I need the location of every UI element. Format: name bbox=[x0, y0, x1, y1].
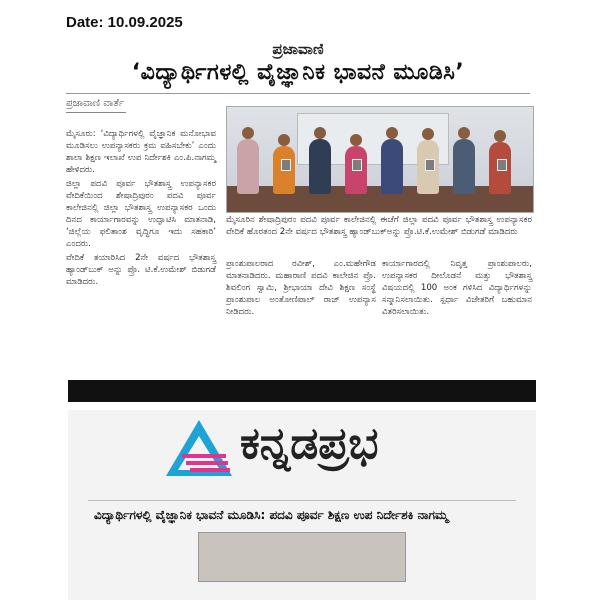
person-figure bbox=[309, 139, 331, 194]
person-figure bbox=[381, 139, 403, 194]
handbook-icon bbox=[281, 159, 291, 171]
paragraph: ಮೈಸೂರು: ‘ವಿದ್ಯಾರ್ಥಿಗಳಲ್ಲಿ ವೈಜ್ಞಾನಿಕ ಮನೋಭಾವ ಮೂಡಿಸಲು ಉಪನ್ಯಾಸಕರು ಕ್ರಮ ವಹಿಸಬೇಕು’ ಎಂದು ಶಾಲಾ ಶಿಕ್ಷಣ ಇಲಾಖೆ ಉಪ ನಿರ್ದೇಶಕಿ ಎಂ.ಪಿ.ನಾಗಮ್ಮ ಹೇಳಿದರು. bbox=[66, 129, 216, 175]
article-headline: ವಿದ್ಯಾರ್ಥಿಗಳಲ್ಲಿ ವೈಜ್ಞಾನಿಕ ಭಾವನೆ ಮೂಡಿಸಿ: ಪದವಿ ಪೂರ್ವ ಶಿಕ್ಷಣ ಉಪ ನಿರ್ದೇಶಕಿ ನಾಗಮ್ಮ bbox=[94, 508, 448, 522]
newspaper-masthead bbox=[60, 40, 536, 58]
article-column-left bbox=[66, 128, 216, 290]
prajavani-clipping bbox=[60, 38, 536, 375]
handbook-icon bbox=[425, 159, 435, 171]
event-photo bbox=[198, 532, 406, 582]
paragraph: ವೇದಿಕೆ ತಯಾರಿಸಿದ 2ನೇ ವರ್ಷದ ಭೌತಶಾಸ್ತ್ರ ಹ್ಯಾಂಡ್‌ಬುಕ್ ಅನ್ನು ಪ್ರೊ. ಟಿ.ಕೆ.ಉಮೇಶ್ ಬಿಡುಗಡೆ ಮಾಡಿದರು. bbox=[66, 253, 216, 287]
date-label: Date: 10.09.2025 bbox=[66, 14, 183, 31]
masthead-text: ಪ್ರಜಾವಾಣಿ bbox=[272, 40, 324, 58]
newspaper-masthead: ಕನ್ನಡಪ್ರಭ bbox=[240, 418, 379, 469]
kannadaprabha-logo-icon bbox=[164, 418, 234, 480]
divider bbox=[88, 500, 516, 501]
handbook-icon bbox=[497, 159, 507, 171]
article-headline: ‘ವಿದ್ಯಾರ್ಥಿಗಳಲ್ಲಿ ವೈಜ್ಞಾನಿಕ ಭಾವನೆ ಮೂಡಿಸಿ’ bbox=[131, 60, 465, 85]
handbook-icon bbox=[352, 159, 362, 171]
divider bbox=[66, 93, 530, 94]
divider bbox=[66, 112, 126, 113]
event-photo bbox=[226, 106, 534, 213]
article-column-right: ಕಾರ್ಯಾಗಾರದಲ್ಲಿ ನಿವೃತ್ತ ಪ್ರಾಂಶುಪಾಲರು, ಉಪನ್ಯಾಸಕರ ದೀಲೊಡನೆ ಮತ್ತು ಭೌತಶಾಸ್ತ್ರ ವಿಷಯದಲ್ಲಿ 100 ಅಂಕ ಗಳಿಸಿದ ವಿದ್ಯಾರ್ಥಿಗಳನ್ನು ಸನ್ಮಾನಿಸಲಾಯಿತು. ಸ್ಪರ್ಧಾ ವಿಜೇತರಿಗೆ ಬಹುಮಾನ ವಿತರಿಸಲಾಯಿತು. bbox=[382, 259, 532, 317]
person-figure bbox=[237, 139, 259, 194]
paragraph: ಜಿಲ್ಲಾ ಪದವಿ ಪೂರ್ವ ಭೌತಶಾಸ್ತ್ರ ಉಪನ್ಯಾಸಕರ ವೇದಿಕೆಯಿಂದ ಶೇಷಾದ್ರಿಪುರಂ ಪದವಿ ಪೂರ್ವ ಕಾಲೇಜಿನಲ್ಲಿ ಜಿಲ್ಲಾ ಭೌತಶಾಸ್ತ್ರ ಉಪನ್ಯಾಸಕರ ಒಂದು ದಿನದ ಕಾರ್ಯಾಗಾರವನ್ನು ಉದ್ಘಾಟಿಸಿ ಮಾತನಾಡಿ, ‘ಜಿಲ್ಲೆಯ ಫಲಿತಾಂಶ ವೃದ್ಧಿಗೂ ಇದು ಸಹಕಾರಿ’ ಎಂದರು. bbox=[66, 179, 216, 249]
byline: ಪ್ರಜಾವಾಣಿ ವಾರ್ತೆ bbox=[66, 98, 125, 109]
person-figure bbox=[453, 139, 475, 194]
article-column-middle: ಪ್ರಾಂಶುಪಾಲರಾದ ರವೀಶ್, ಎಂ.ಮಹೇಗೌಡ ಮಾತನಾಡಿದರು. ಮಹಾರಾಣಿ ಪದವಿ ಕಾಲೇಜಿನ ಪ್ರೊ. ಶಿವಲಿಂಗ ಸ್ವಾಮಿ, ಶ್ರೀಭಾಯಾ ದೇವಿ ಶಿಕ್ಷಣ ಸಂಸ್ಥೆ ಪ್ರಾಂಶುಪಾಲ ಅಂತೋಣಿಪಾಲ್ ರಾಜ್ ಉಪನ್ಯಾಸ ನೀಡಿದರು. bbox=[226, 259, 376, 317]
photo-caption: ಮೈಸೂರಿನ ಶೇಷಾದ್ರಿಪುರಂ ಪದವಿ ಪೂರ್ವ ಕಾಲೇಜಿನಲ್ಲಿ ಈಚೆಗೆ ಜಿಲ್ಲಾ ಪದವಿ ಪೂರ್ವ ಭೌತಶಾಸ್ತ್ರ ಉಪನ್ಯಾಸಕರ ವೇದಿಕೆ ಹೊರತಂದ 2ನೇ ವರ್ಷದ ಭೌತಶಾಸ್ತ್ರ ಹ್ಯಾಂಡ್‌ಬುಕ್‌ಅನ್ನು ಪ್ರೊ.ಟಿ.ಕೆ.ಉಮೇಶ್ ಬಿಡುಗಡೆ ಮಾಡಿದರು bbox=[226, 215, 532, 237]
kannadaprabha-clipping bbox=[68, 410, 536, 600]
separator-bar bbox=[68, 380, 536, 402]
